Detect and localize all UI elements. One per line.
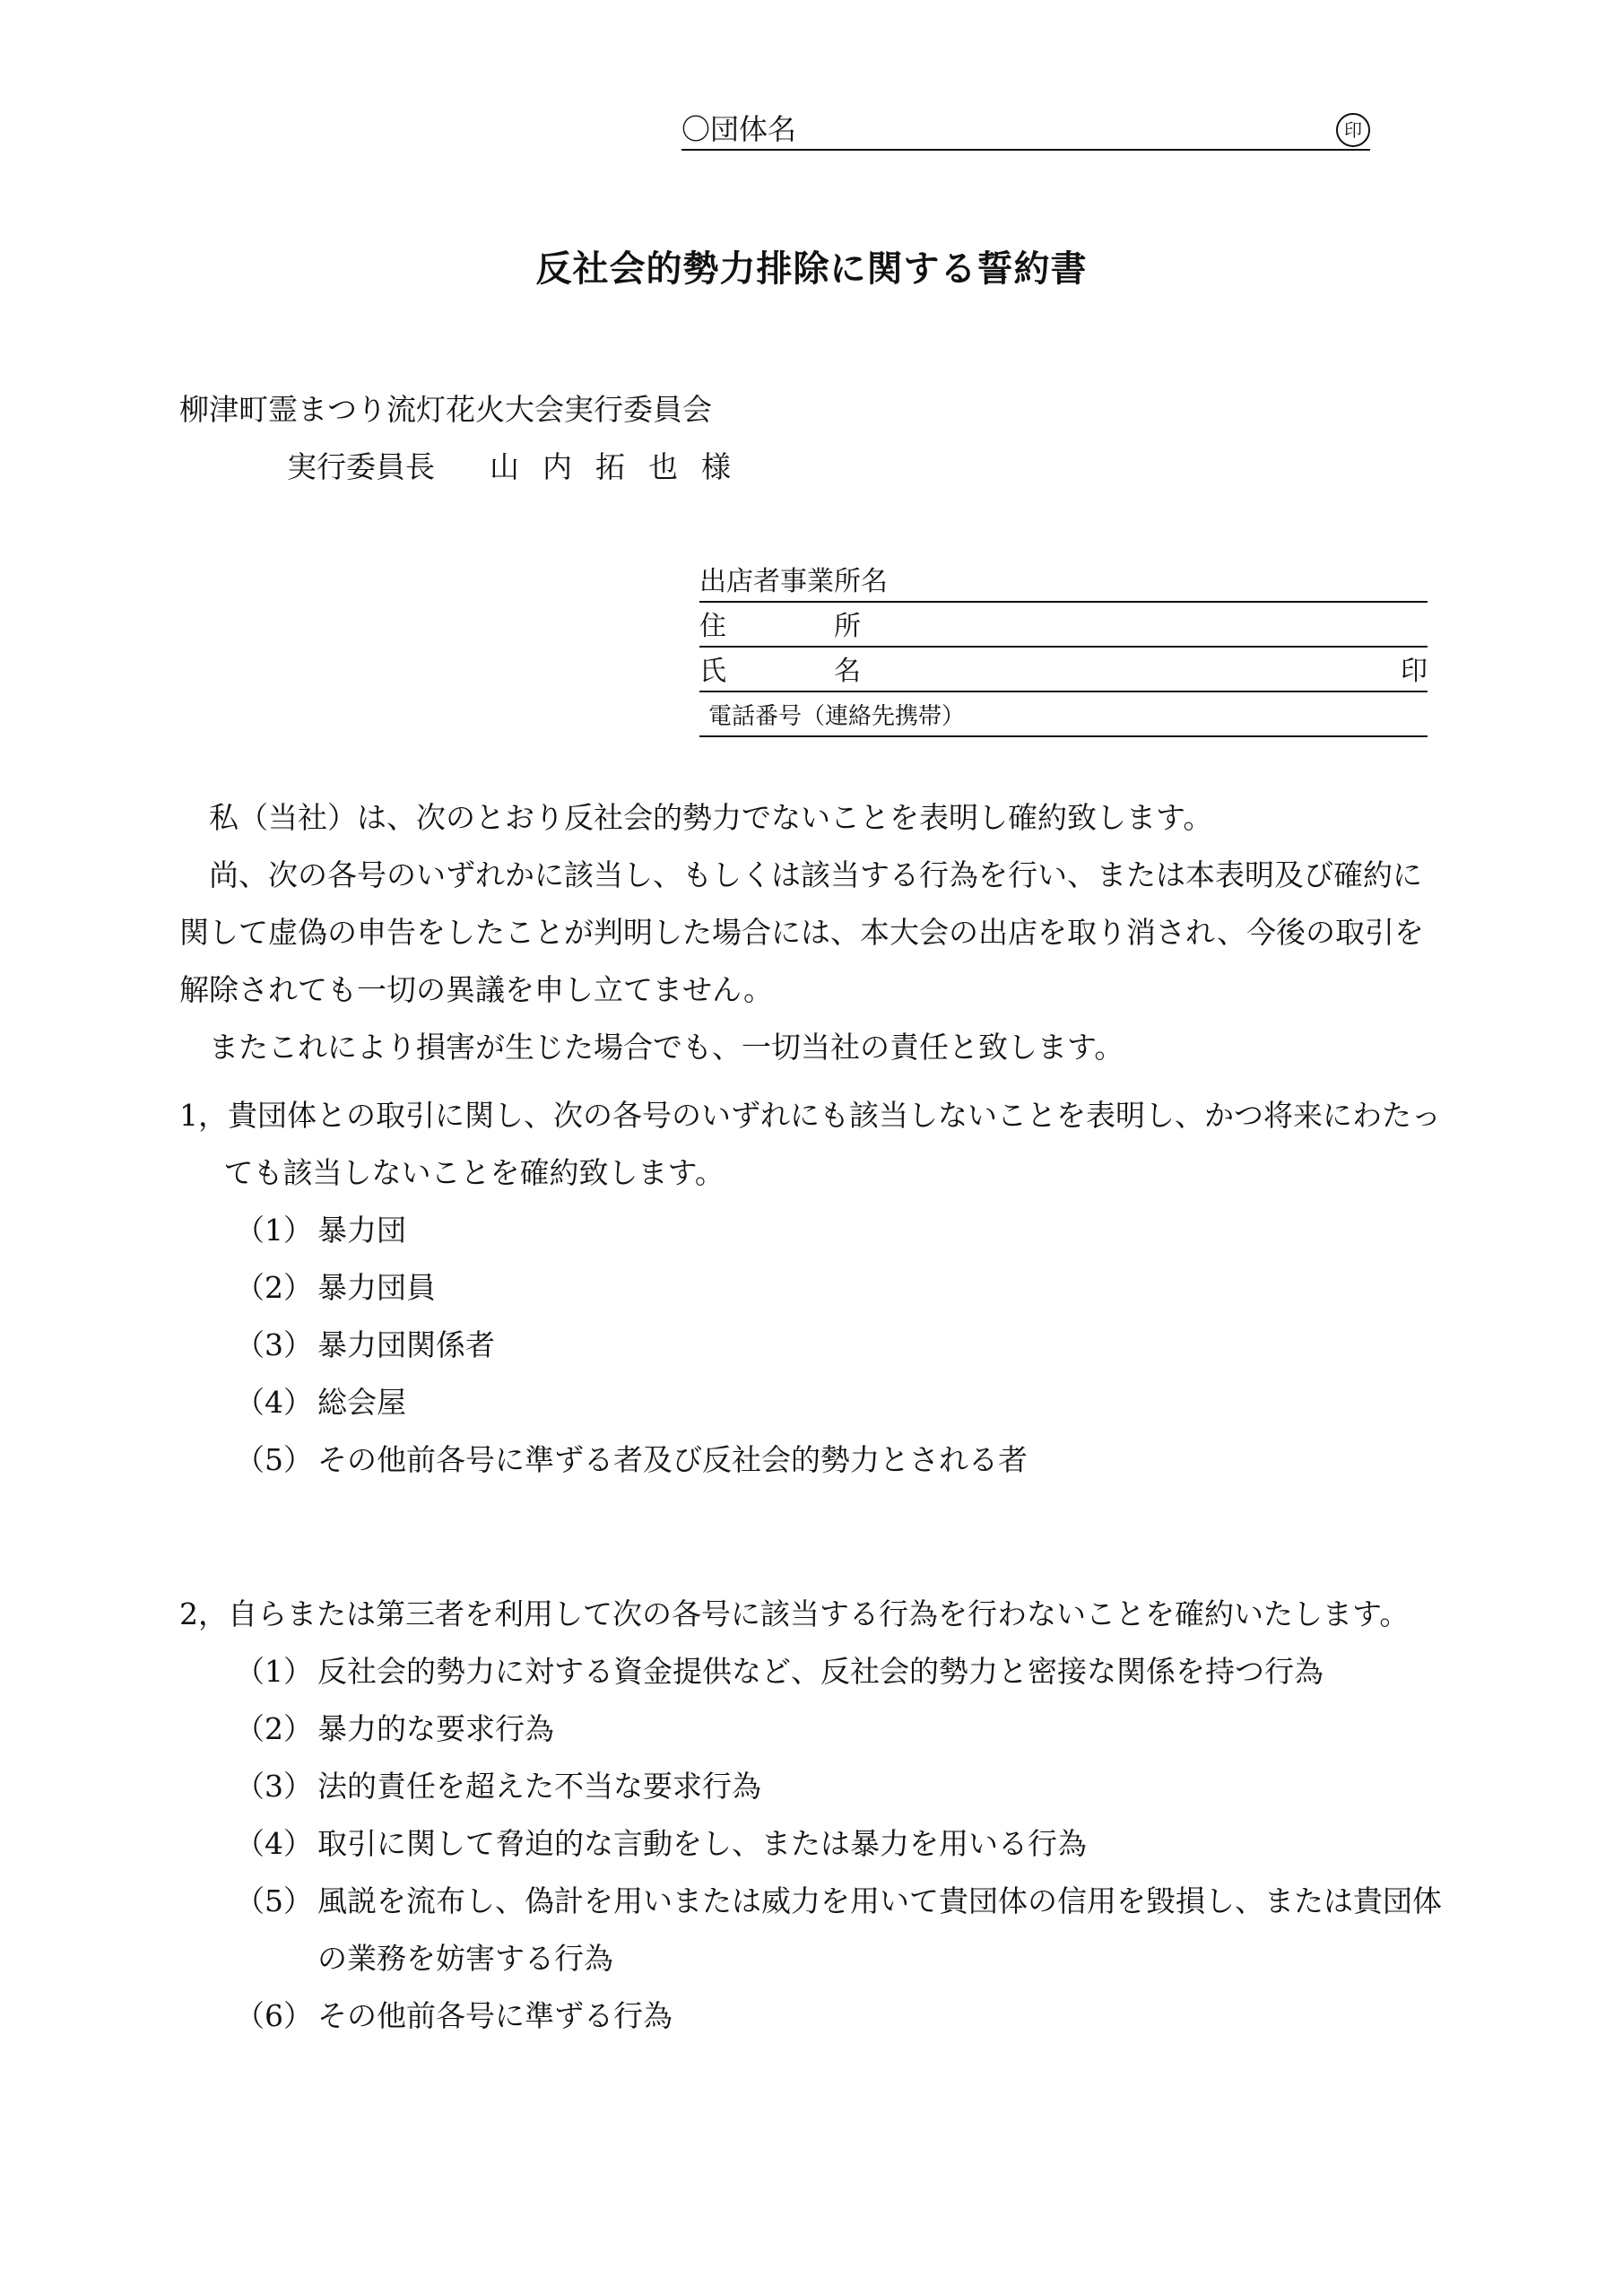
business-name-field[interactable] [699, 558, 1428, 603]
item-text: 暴力団関係者 [317, 1327, 495, 1362]
applicant-info-block [699, 558, 1428, 737]
item-text: その他前各号に準ずる行為 [317, 1998, 673, 2033]
organization-name-label: 〇団体名 [681, 112, 797, 146]
applicant-name-label: 氏名 [699, 656, 968, 687]
document-title: 反社会的勢力排除に関する誓約書 [535, 248, 1088, 290]
recipient-line [179, 439, 754, 496]
section-2 [179, 1586, 1445, 2045]
item-number: （1） [235, 1213, 313, 1248]
applicant-seal-mark: 印 [1401, 656, 1428, 687]
recipient-name: 山内拓也様 [490, 449, 754, 484]
list-item [235, 1259, 1445, 1317]
section-2-list [179, 1643, 1445, 2045]
list-item [235, 1987, 1445, 2045]
list-item [235, 1317, 1445, 1374]
addressee-block [179, 381, 754, 496]
list-item [235, 1431, 1445, 1489]
item-number: （6） [235, 1998, 313, 2033]
item-text: その他前各号に準ずる者及び反社会的勢力とされる者 [317, 1442, 1028, 1477]
section-1 [179, 1087, 1445, 1489]
item-number: （2） [235, 1270, 313, 1305]
address-field[interactable] [699, 603, 1428, 648]
item-number: （4） [235, 1826, 313, 1861]
section-2-lead: 2，自らまたは第三者を利用して次の各号に該当する行為を行わないことを確約いたします。 [179, 1596, 1410, 1631]
address-label: 住所 [699, 611, 968, 642]
item-text: 暴力団員 [317, 1270, 436, 1305]
list-item [235, 1758, 1445, 1815]
section-1-list [179, 1202, 1445, 1489]
list-item [235, 1202, 1445, 1259]
item-text: 反社会的勢力に対する資金提供など、反社会的勢力と密接な関係を持つ行為 [317, 1654, 1324, 1689]
list-item [235, 1643, 1445, 1700]
recipient-role: 実行委員長 [287, 449, 435, 484]
item-number: （3） [235, 1327, 313, 1362]
intro-paragraph: またこれにより損害が生じた場合でも、一切当社の責任と致します。 [209, 1030, 1124, 1065]
committee-name: 柳津町霊まつり流灯花火大会実行委員会 [179, 392, 712, 427]
item-text: 法的責任を超えた不当な要求行為 [317, 1769, 761, 1804]
item-text: 風説を流布し、偽計を用いまたは威力を用いて貴団体の信用を毀損し、または貴団体の業務を妨害する行為 [317, 1883, 1442, 1976]
item-number: （1） [235, 1654, 313, 1689]
intro-paragraph: 尚、次の各号のいずれかに該当し、もしくは該当する行為を行い、または本表明及び確約に関して虚偽の申告をしたことが判明した場合には、本大会の出店を取り消され、今後の取引を解除されても一切の異議を申し立てません。 [179, 857, 1424, 1007]
list-item [235, 1700, 1445, 1758]
item-text: 総会屋 [317, 1385, 406, 1420]
phone-field[interactable] [699, 692, 1428, 737]
item-number: （2） [235, 1711, 313, 1746]
list-item [235, 1374, 1445, 1431]
list-item [235, 1873, 1445, 1987]
organization-seal-mark: 印 [1336, 113, 1370, 147]
list-item [235, 1815, 1445, 1873]
declaration-intro [179, 789, 1445, 1076]
item-number: （5） [235, 1442, 313, 1477]
applicant-name-field[interactable] [699, 648, 1428, 692]
item-text: 取引に関して脅迫的な言動をし、または暴力を用いる行為 [317, 1826, 1087, 1861]
item-text: 暴力団 [317, 1213, 406, 1248]
item-number: （4） [235, 1385, 313, 1420]
item-number: （3） [235, 1769, 313, 1804]
organization-name-field[interactable] [681, 109, 1370, 151]
item-text: 暴力的な要求行為 [317, 1711, 554, 1746]
phone-label: 電話番号（連絡先携帯） [708, 703, 966, 730]
intro-paragraph: 私（当社）は、次のとおり反社会的勢力でないことを表明し確約致します。 [209, 800, 1213, 835]
business-name-label: 出店者事業所名 [699, 566, 888, 597]
section-1-lead: 1，貴団体との取引に関し、次の各号のいずれにも該当しないことを表明し、かつ将来にわたっても該当しないことを確約致します。 [179, 1098, 1441, 1190]
item-number: （5） [235, 1883, 313, 1918]
